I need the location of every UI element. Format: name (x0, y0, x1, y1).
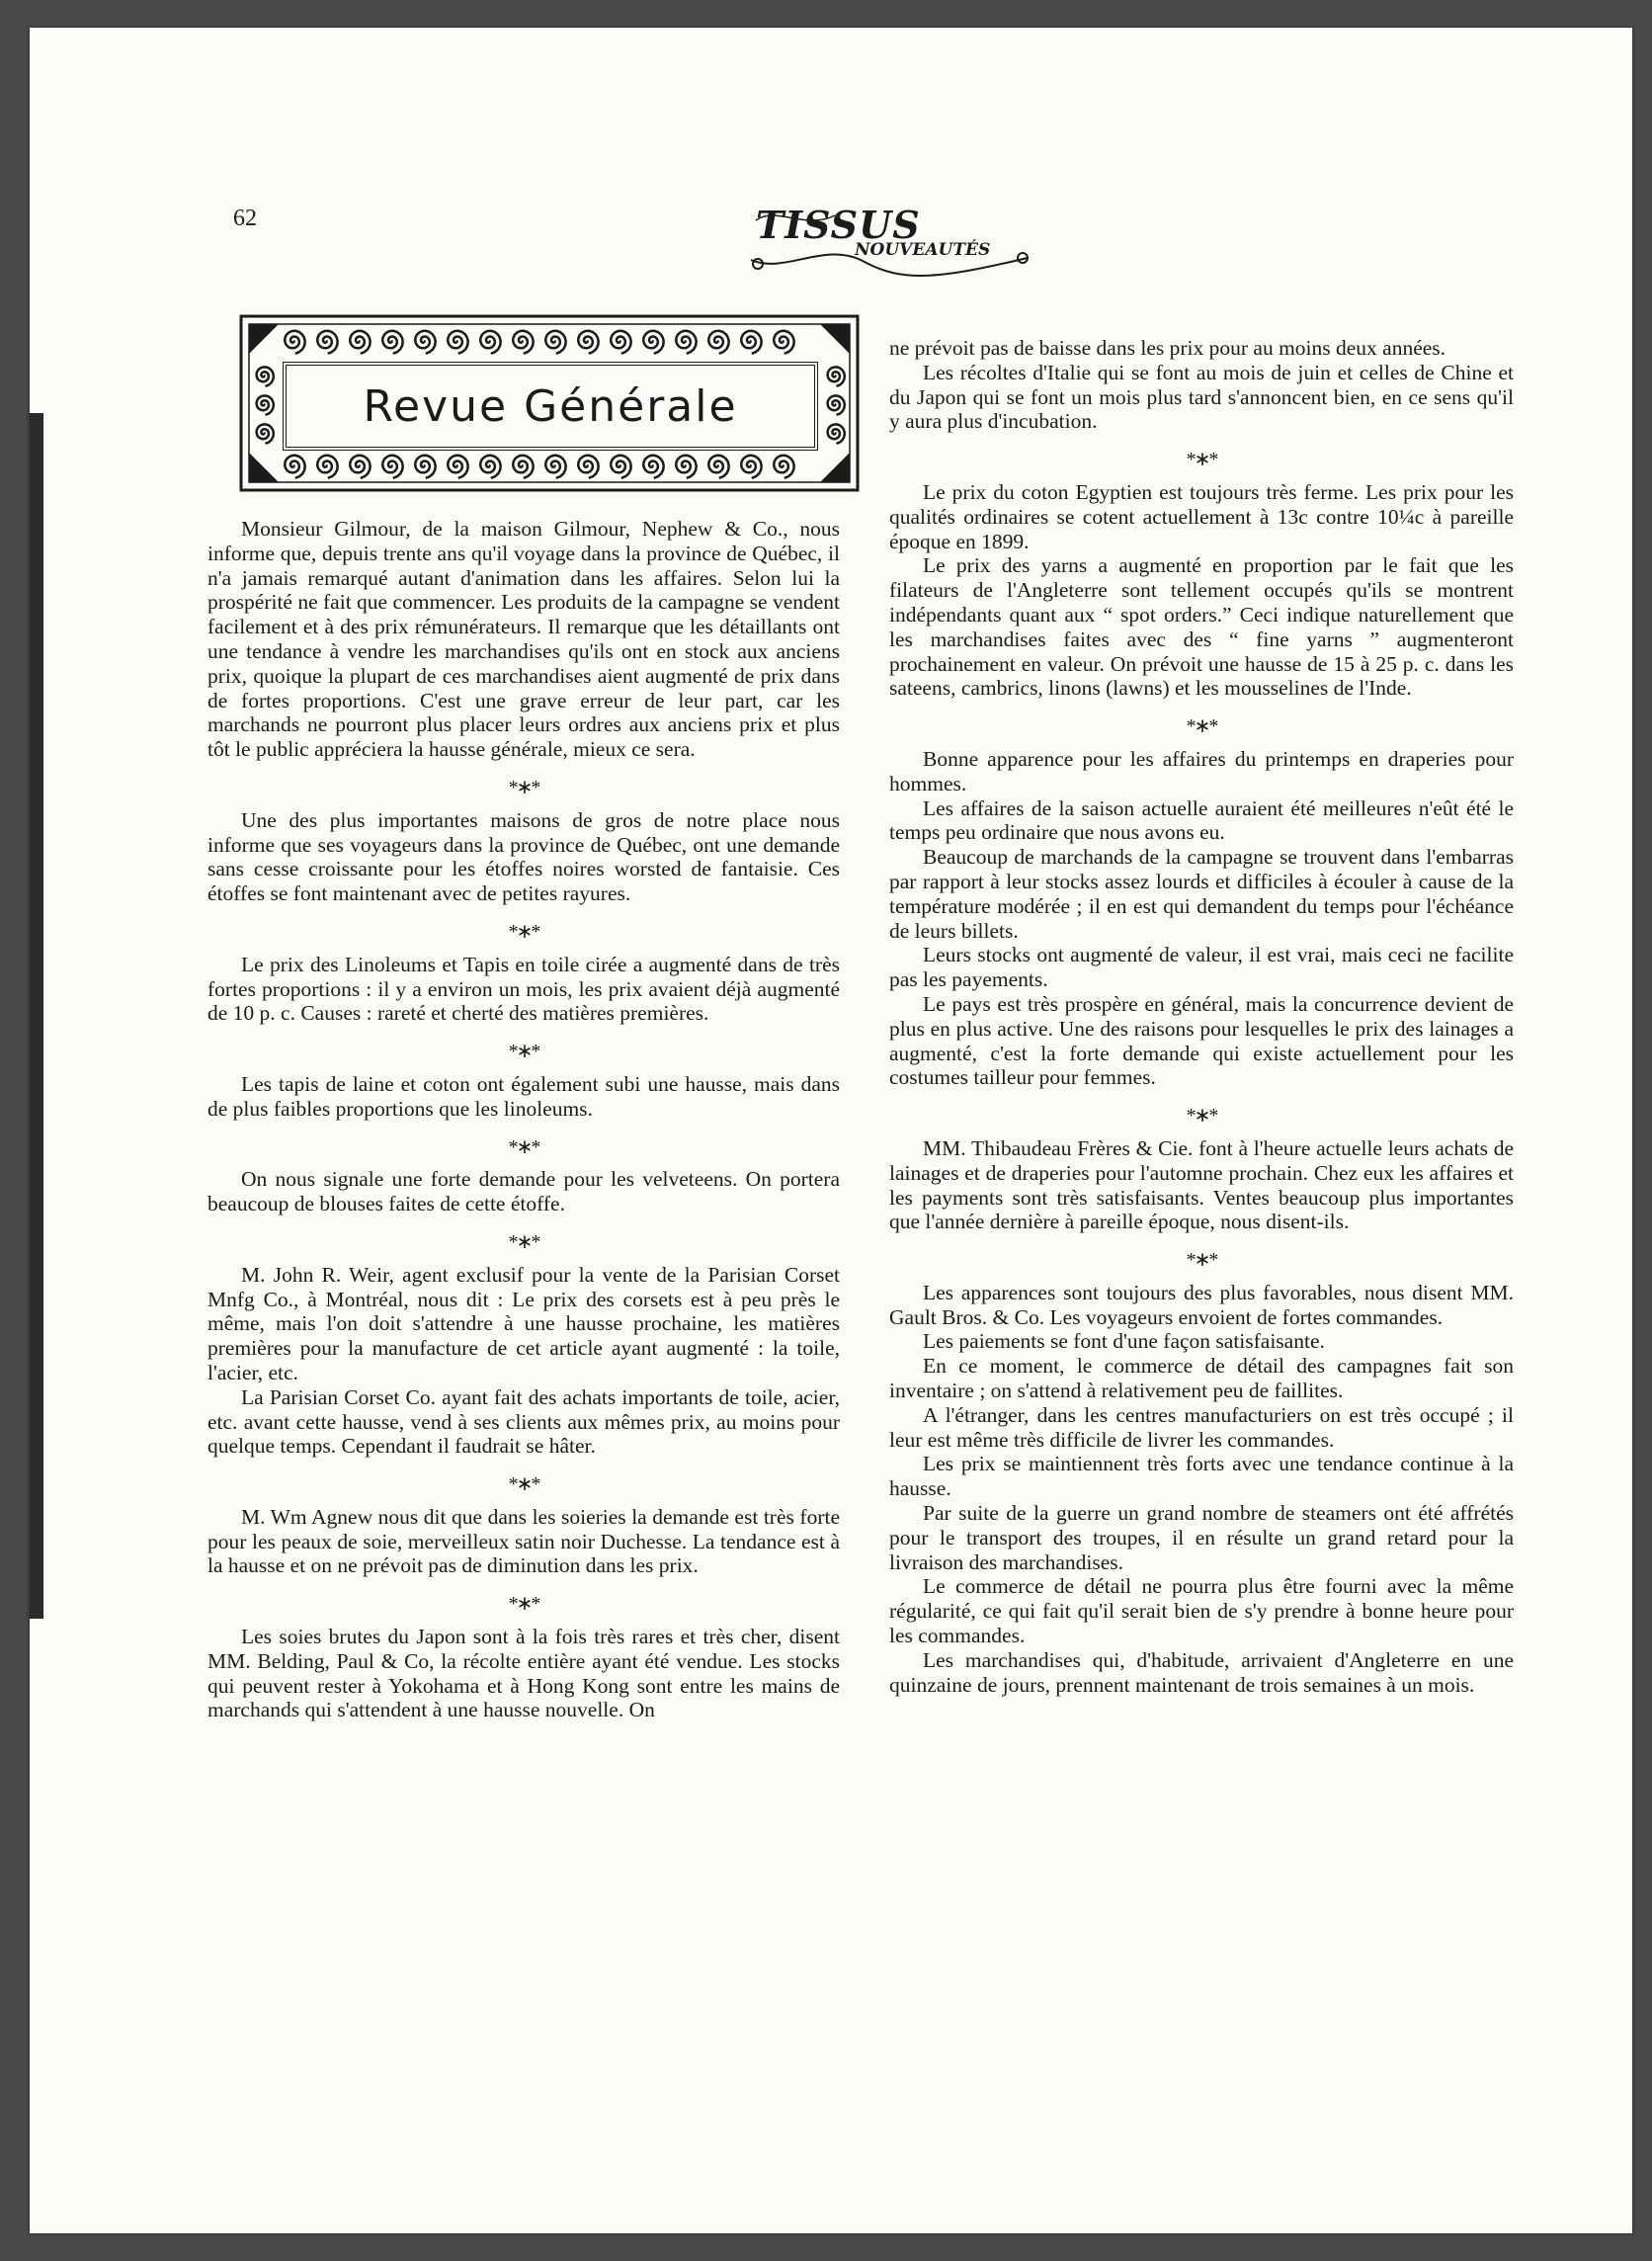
section-separator: *∗* (508, 1473, 539, 1496)
article-paragraph: Le pays est très prospère en général, mais la concurrence devient de plus en plus active. Une des raisons pour lesquelles le prix des lainages a augmenté, c'est la forte demande qui existe actuellement pour les costumes tailleur pour femmes. (889, 991, 1514, 1090)
article-paragraph: Bonne apparence pour les affaires du printemps en draperies pour hommes. (889, 746, 1514, 796)
article-paragraph: Par suite de la guerre un grand nombre de steamers ont été affrétés pour le transport des troupes, il en résulte un grand retard pour la livraison des marchandises. (889, 1501, 1514, 1574)
document-page (30, 28, 1632, 2233)
article-paragraph: On nous signale une forte demande pour les velveteens. On portera beaucoup de blouses faites de cette étoffe. (207, 1167, 840, 1216)
section-separator: *∗* (508, 1135, 539, 1158)
section-title: Revue Générale (363, 380, 738, 432)
article-paragraph: Les prix se maintiennent très forts avec une tendance continue à la hausse. (889, 1452, 1514, 1501)
article-paragraph: En ce moment, le commerce de détail des campagnes fait son inventaire ; on s'attend à relativement peu de faillites. (889, 1354, 1514, 1403)
section-separator: *∗* (508, 776, 539, 798)
right-column (889, 336, 1514, 1697)
article-paragraph: Leurs stocks ont augmenté de valeur, il est vrai, mais ceci ne facilite pas les payements. (889, 943, 1514, 992)
masthead-subtitle: NOUVEAUTÉS (855, 240, 991, 260)
section-separator: *∗* (1186, 1105, 1217, 1128)
section-separator: *∗* (1186, 449, 1217, 471)
article-paragraph: Les paiements se font d'une façon satisfaisante. (923, 1329, 1325, 1354)
article-paragraph: Beaucoup de marchands de la campagne se trouvent dans l'embarras par rapport à leur stocks assez lourds et difficiles à écouler à cause de la température modérée ; il en est qui demandent du temps pour l'échéance de leurs billets. (889, 845, 1514, 943)
article-paragraph: Les affaires de la saison actuelle auraient été meilleures n'eût été le temps peu ordinaire que nous avons eu. (889, 796, 1514, 845)
page-number: 62 (233, 206, 257, 231)
article-paragraph: Le prix du coton Egyptien est toujours très ferme. Les prix pour les qualités ordinaires se cotent actuellement à 13c contre 10¼c à pareille époque en 1899. (889, 479, 1514, 553)
article-paragraph: ne prévoit pas de baisse dans les prix pour au moins deux années. (889, 336, 1446, 360)
article-paragraph: M. John R. Weir, agent exclusif pour la vente de la Parisian Corset Mnfg Co., à Montréal, nous dit : Le prix des corsets est à peu près le même, mais l'on doit s'attendre à une hausse prochaine, les matières premières pour la manufacture de cet article ayant augmenté : la toile, l'acier, etc. (207, 1262, 840, 1384)
article-paragraph: A l'étranger, dans les centres manufacturiers on est très occupé ; il leur est même très difficile de livrer les commandes. (889, 1402, 1514, 1452)
article-paragraph: MM. Thibaudeau Frères & Cie. font à l'heure actuelle leurs achats de lainages et de draperies pour l'automne prochain. Chez eux les affaires et les payments sont très satisfaisants. Ventes beaucoup plus importantes que l'année dernière à pareille époque, nous disent-ils. (889, 1135, 1514, 1234)
section-separator: *∗* (1186, 715, 1217, 738)
section-separator: *∗* (1186, 1249, 1217, 1272)
section-separator: *∗* (508, 1041, 539, 1063)
section-separator: *∗* (508, 920, 539, 943)
article-paragraph: La Parisian Corset Co. ayant fait des achats importants de toile, acier, etc. avant cette hausse, vend à ses clients aux mêmes prix, au moins pour quelque temps. Cependant il faudrait se hâter. (207, 1384, 840, 1459)
article-paragraph: Les apparences sont toujours des plus favorables, nous disent MM. Gault Bros. & Co. Les voyageurs envoient de fortes commandes. (889, 1280, 1514, 1329)
article-paragraph: Le commerce de détail ne pourra plus être fourni avec la même régularité, ce qui fait qu'il serait bien de s'y prendre à bonne heure pour les commandes. (889, 1574, 1514, 1648)
article-paragraph: Les tapis de laine et coton ont également subi une hausse, mais dans de plus faibles proportions que les linoleums. (207, 1071, 840, 1121)
masthead-logo (746, 201, 1032, 280)
left-column (207, 517, 840, 1722)
article-paragraph: Les récoltes d'Italie qui se font au mois de juin et celles de Chine et du Japon qui se font un mois plus tard s'annoncent bien, en ce sens qu'il y aura plus d'incubation. (889, 360, 1514, 434)
article-paragraph: Une des plus importantes maisons de gros de notre place nous informe que ses voyageurs dans la province de Québec, ont une demande sans cesse croissante pour les étoffes noires worsted de fantaisie. Ces étoffes se font maintenant avec de petites rayures. (207, 807, 840, 906)
section-separator: *∗* (508, 1593, 539, 1616)
article-paragraph: Les soies brutes du Japon sont à la fois très rares et très cher, disent MM. Belding, Paul & Co, la récolte entière ayant été vendue. Les stocks qui peuvent rester à Yokohama et à Hong Kong sont entre les mains de marchands qui s'attendent à une hausse nouvelle. On (207, 1625, 840, 1722)
section-title-panel (283, 362, 818, 451)
article-paragraph: Les marchandises qui, d'habitude, arrivaient d'Angleterre en une quinzaine de jours, prennent maintenant de trois semaines à un mois. (889, 1647, 1514, 1697)
article-paragraph: M. Wm Agnew nous dit que dans les soieries la demande est très forte pour les peaux de soie, merveilleux satin noir Duchesse. La tendance est à la hausse et on ne prévoit pas de diminution dans les prix. (207, 1504, 840, 1578)
section-title-frame (239, 314, 860, 492)
section-separator: *∗* (508, 1230, 539, 1253)
masthead-title: TISSUS (756, 203, 921, 247)
article-paragraph: Le prix des Linoleums et Tapis en toile cirée a augmenté dans de très fortes proportions : il y a environ un mois, les prix avaient déjà augmenté de 10 p. c. Causes : rareté et cherté des matières premières. (207, 952, 840, 1026)
article-paragraph: Le prix des yarns a augmenté en proportion par le fait que les filateurs de l'Angleterre sont tellement occupés qu'ils se montrent indépendants quant aux “ spot orders.” Ceci indique naturellement que les marchandises faites avec des “ fine yarns ” augmenteront prochainement en valeur. On prévoit une hausse de 15 à 25 p. c. dans les sateens, cambrics, linons (lawns) et les mousselines de l'Inde. (889, 553, 1514, 701)
binding-edge (30, 413, 43, 1619)
article-paragraph: Monsieur Gilmour, de la maison Gilmour, Nephew & Co., nous informe que, depuis trente ans qu'il voyage dans la province de Québec, il n'a jamais remarqué autant d'animation dans les affaires. Selon lui la prospérité ne fait que commencer. Les produits de la campagne se vendent facilement et à des prix rémunérateurs. Il remarque que les détaillants ont une tendance à vendre les marchandises qu'ils ont en stock aux anciens prix, quoique la plupart de ces marchandises aient augmenté de prix dans de fortes proportions. C'est une grave erreur de leur part, car les marchands ne pourront plus placer leurs ordres aux anciens prix et plus tôt le public appréciera la hausse générale, mieux ce sera. (207, 517, 840, 762)
